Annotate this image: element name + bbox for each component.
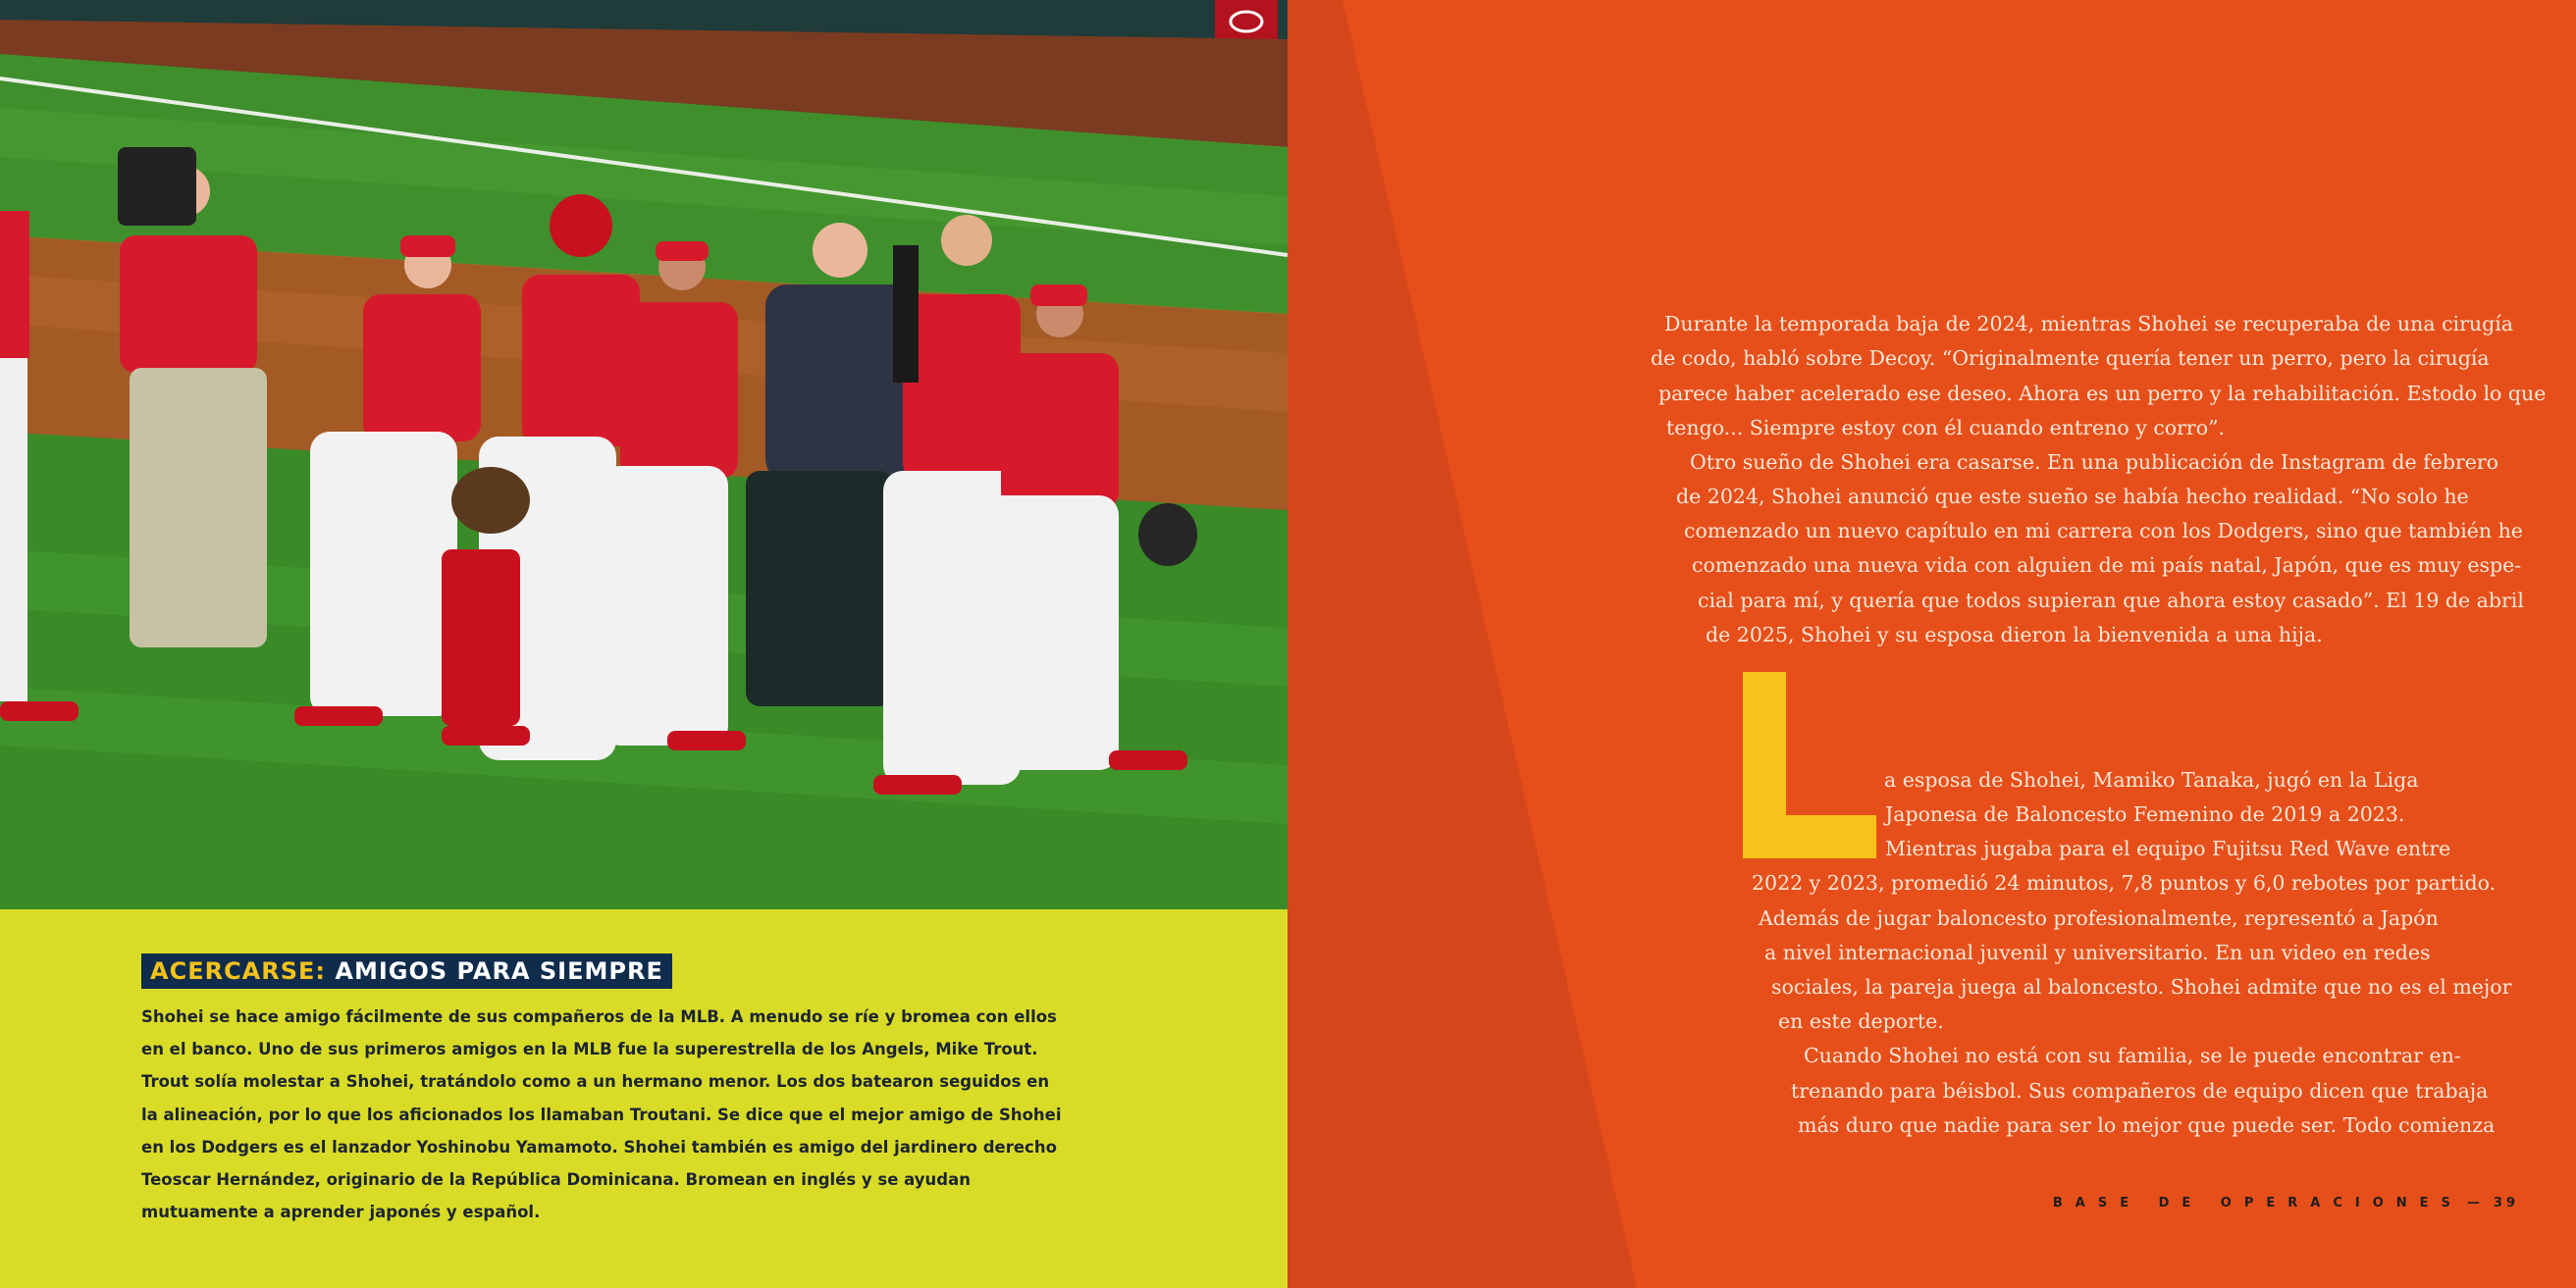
- body-line: Mientras jugaba para el equipo Fujitsu Red Wave entre: [1885, 837, 2451, 860]
- drop-cap-l: [1743, 672, 1876, 858]
- body-line: comenzado una nueva vida con alguien de mi país natal, Japón, que es muy espe-: [1692, 553, 2522, 577]
- body-line: Otro sueño de Shohei era casarse. En una publicación de Instagram de febrero: [1690, 450, 2499, 474]
- body-line: sociales, la pareja juega al baloncesto. Shohei admite que no es el mejor: [1771, 975, 2512, 999]
- body-line: 2022 y 2023, promedió 24 minutos, 7,8 puntos y 6,0 rebotes por partido.: [1752, 871, 2497, 895]
- sidebar-body-text: Shohei se hace amigo fácilmente de sus compañeros de la MLB. A menudo se ríe y bromea con ellos en el banco. Uno de sus primeros amigos en la MLB fue la superestrella de los Angels, Mike Trout. Trout solía molestar a Shohei, tratándolo como a un hermano menor. Los dos batearon seguidos en la alineación, por lo que los aficionados los llamaban Troutani. Se dice que el mejor amigo de Shohei en los Dodgers es el lanzador Yoshinobu Yamamoto. Shohei también es amigo del jardinero derecho Teoscar Hernández, originario de la República Dominicana. Bromean en inglés y se ayudan mutuamente a aprender japonés y español.: [141, 1007, 1062, 1222]
- body-line: Cuando Shohei no está con su familia, se le puede encontrar en-: [1804, 1044, 2461, 1067]
- body-line: tengo... Siempre estoy con él cuando entreno y corro”.: [1666, 416, 2226, 439]
- page-number: 39: [2493, 1196, 2519, 1211]
- body-line: de 2024, Shohei anunció que este sueño se había hecho realidad. “No solo he: [1676, 485, 2469, 508]
- body-line: de codo, habló sobre Decoy. “Originalmente quería tener un perro, pero la cirugía: [1651, 346, 2490, 370]
- body-line: trenando para béisbol. Sus compañeros de equipo dicen que trabaja: [1791, 1079, 2489, 1103]
- sidebar-heading-label: ACERCARSE:: [150, 957, 327, 985]
- footer-dash: —: [2466, 1196, 2480, 1211]
- body-line: en este deporte.: [1778, 1009, 1944, 1033]
- sidebar-heading: [141, 953, 672, 989]
- body-line: cial para mí, y quería que todos supieran que ahora estoy casado”. El 19 de abril: [1698, 589, 2524, 612]
- running-footer: [2053, 1196, 2519, 1211]
- body-line: Durante la temporada baja de 2024, mientras Shohei se recuperaba de una cirugía: [1664, 312, 2514, 335]
- body-line: comenzado un nuevo capítulo en mi carrera con los Dodgers, sino que también he: [1684, 519, 2523, 542]
- footer-section-title: BASE DE OPERACIONES: [2052, 1196, 2463, 1211]
- body-line: Además de jugar baloncesto profesionalmente, representó a Japón: [1759, 906, 2439, 930]
- body-line: de 2025, Shohei y su esposa dieron la bienvenida a una hija.: [1706, 623, 2323, 646]
- body-line: a esposa de Shohei, Mamiko Tanaka, jugó en la Liga: [1884, 768, 2419, 792]
- body-line: más duro que nadie para ser lo mejor que puede ser. Todo comienza: [1798, 1113, 2496, 1137]
- sidebar-heading-title: AMIGOS PARA SIEMPRE: [335, 957, 663, 985]
- body-line: a nivel internacional juvenil y universitario. En un video en redes: [1764, 941, 2431, 964]
- team-celebration-photo: [0, 0, 1288, 909]
- body-line: Japonesa de Baloncesto Femenino de 2019 a 2023.: [1885, 802, 2405, 826]
- body-line: parece haber acelerado ese deseo. Ahora es un perro y la rehabilitación. Estodo lo que: [1658, 382, 2547, 405]
